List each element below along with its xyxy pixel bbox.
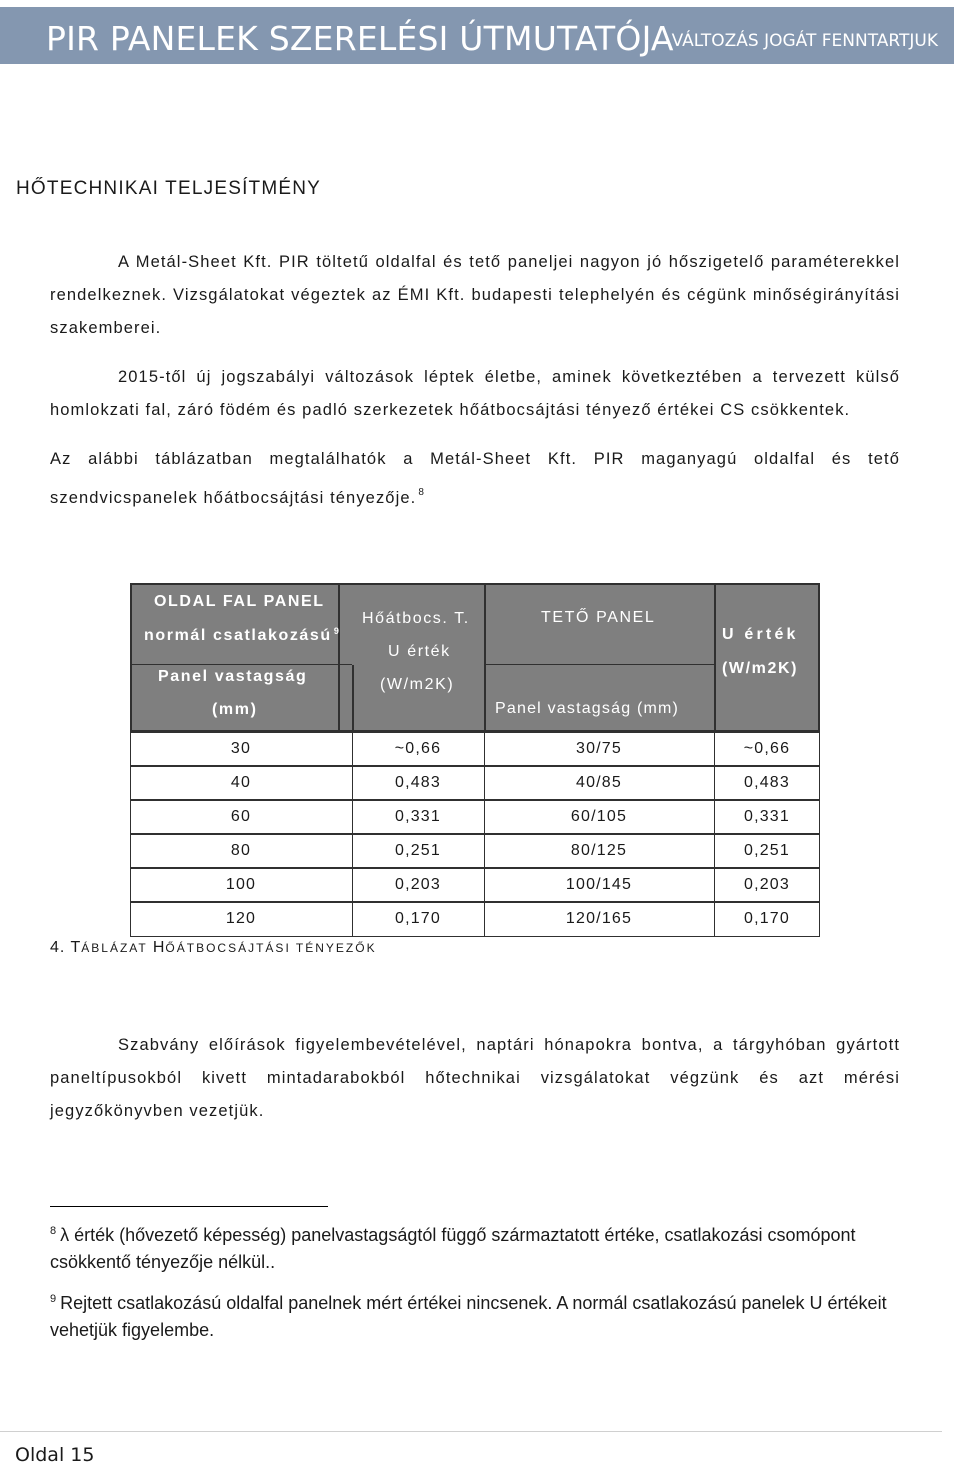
- table-row: [130, 902, 820, 937]
- footnote-separator: [50, 1206, 328, 1207]
- wall-thickness-cell: 40: [230, 774, 252, 791]
- table-row: [130, 868, 820, 902]
- wall-thickness-cell: 80: [230, 842, 252, 859]
- table-row: [130, 732, 820, 766]
- testing-text: Szabvány előírások figyelembevételével, naptári hónapokra bontva, a tárgyhóban gyártott paneltípusokból kivett mintadarabokból hőtechnikai vizsgálatokat végzünk és azt mérési jegyzőkönyvben vezetjük.: [50, 1036, 900, 1120]
- roof-u-value-cell: 0,251: [743, 842, 791, 859]
- intro-text: A Metál-Sheet Kft. PIR töltetű oldalfal és tető paneljei nagyon jó hőszigetelő paraméterekkel rendelkeznek. Vizsgálatokat végeztek az ÉMI Kft. budapesti telephelyén és cégünk minőségirányítási szakemberei.: [50, 253, 900, 337]
- regulation-text: 2015-től új jogszabályi változások léptek életbe, aminek következtében a tervezett külső homlokzati fal, záró födém és padló szerkezetek hőátbocsájtási tényező értékei CS csökkentek.: [50, 368, 900, 419]
- wall-u-value-cell: 0,170: [394, 910, 442, 927]
- caption-smallcaps-1: ÁBLÁZAT: [81, 941, 153, 955]
- rights-notice: VÁLTOZÁS JOGÁT FENNTARTJUK: [671, 31, 938, 51]
- testing-paragraph: [50, 1029, 900, 1128]
- document-title: PIR PANELEK SZERELÉSI ÚTMUTATÓJA: [46, 19, 674, 58]
- header-divider: [130, 664, 352, 665]
- wall-u-value-cell: 0,331: [394, 808, 442, 825]
- col2-header-line1: Hőátbocs. T.: [362, 610, 470, 627]
- footnote-ref-9[interactable]: 9: [333, 626, 341, 636]
- wall-thickness-cell: 120: [225, 910, 257, 927]
- wall-u-value-cell: ~0,66: [394, 740, 442, 757]
- section-title: HŐTECHNIKAI TELJESÍTMÉNY: [16, 178, 322, 199]
- thermal-table: [130, 583, 820, 937]
- intro-paragraph: [50, 246, 900, 345]
- page-header: [0, 7, 954, 64]
- caption-smallcaps-2: ŐÁTBOCSÁJTÁSI TÉNYEZŐK: [165, 941, 377, 955]
- col2-header-line2: U érték: [388, 643, 451, 660]
- roof-thickness-cell: 60/105: [570, 808, 628, 825]
- col2-header-line3: (W/m2K): [380, 676, 455, 693]
- col1-header-line3: Panel vastagság: [158, 668, 308, 685]
- header-divider: [338, 583, 340, 732]
- col3-header-line1: TETŐ PANEL: [541, 609, 656, 626]
- caption-initial-1: T: [70, 939, 82, 956]
- footnote-8-number: 8: [50, 1225, 57, 1237]
- footer-divider: [0, 1431, 942, 1432]
- header-divider: [714, 583, 716, 732]
- roof-thickness-cell: 120/165: [565, 910, 633, 927]
- table-caption: [50, 939, 377, 957]
- col3-header-line2: Panel vastagság (mm): [495, 700, 680, 717]
- footnote-8-text: λ érték (hővezető képesség) panelvastagságtól függő származtatott értéke, csatlakozási csomópont csökkentő tényezője nélkül..: [50, 1225, 856, 1272]
- caption-initial-2: H: [152, 939, 166, 956]
- roof-thickness-cell: 80/125: [570, 842, 628, 859]
- header-divider: [484, 664, 714, 665]
- wall-u-value-cell: 0,251: [394, 842, 442, 859]
- page-number: Oldal 15: [15, 1444, 95, 1466]
- footnote-8: [50, 1218, 910, 1276]
- col1-header-line4: (mm): [212, 701, 258, 718]
- roof-u-value-cell: 0,483: [743, 774, 791, 791]
- wall-thickness-cell: 60: [230, 808, 252, 825]
- table-row: [130, 766, 820, 800]
- col1-header-line1: OLDAL FAL PANEL: [154, 593, 325, 610]
- header-divider: [484, 583, 486, 732]
- wall-thickness-cell: 100: [225, 876, 257, 893]
- roof-u-value-cell: 0,170: [743, 910, 791, 927]
- roof-u-value-cell: 0,331: [743, 808, 791, 825]
- roof-thickness-cell: 100/145: [565, 876, 633, 893]
- header-divider: [352, 665, 354, 732]
- roof-u-value-cell: 0,203: [743, 876, 791, 893]
- table-row: [130, 834, 820, 868]
- regulation-paragraph: [50, 361, 900, 427]
- footnote-ref-8[interactable]: 8: [418, 487, 424, 498]
- col1-header-line2: [144, 626, 340, 645]
- wall-thickness-cell: 30: [230, 740, 252, 757]
- footnote-9: [50, 1286, 910, 1344]
- caption-number: 4.: [50, 939, 71, 956]
- table-row: [130, 800, 820, 834]
- col1-header-line2-text: normál csatlakozású: [144, 627, 332, 644]
- col4-header-line1: U érték: [722, 626, 799, 643]
- footnote-9-number: 9: [50, 1293, 57, 1305]
- roof-u-value-cell: ~0,66: [743, 740, 791, 757]
- table-intro-paragraph: [50, 443, 900, 515]
- roof-thickness-cell: 40/85: [575, 774, 623, 791]
- wall-u-value-cell: 0,203: [394, 876, 442, 893]
- roof-thickness-cell: 30/75: [575, 740, 623, 757]
- table-intro-text: Az alábbi táblázatban megtalálhatók a Metál-Sheet Kft. PIR maganyagú oldalfal és tető szendvicspanelek hőátbocsájtási tényezője.: [50, 450, 900, 507]
- col4-header-line2: (W/m2K): [722, 660, 799, 677]
- footnote-9-text: Rejtett csatlakozású oldalfal panelnek mért értékei nincsenek. A normál csatlakozású panelek U értékeit vehetjük figyelembe.: [50, 1293, 887, 1340]
- wall-u-value-cell: 0,483: [394, 774, 442, 791]
